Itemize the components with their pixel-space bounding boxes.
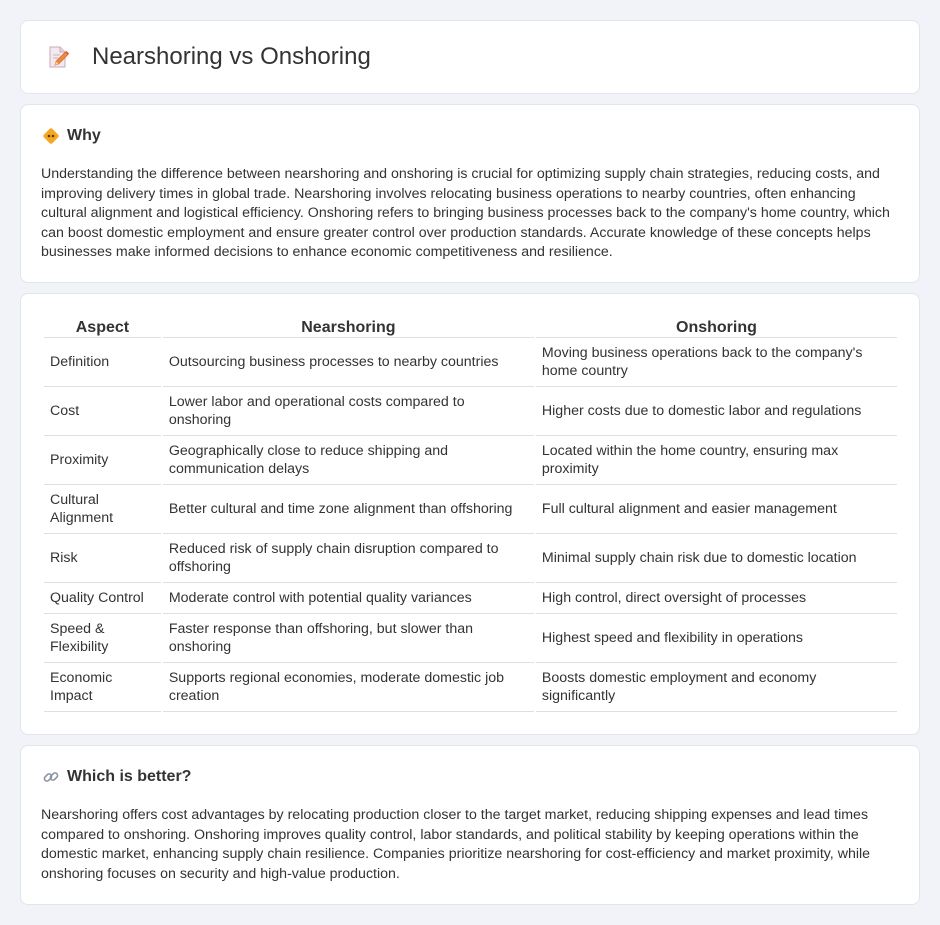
cell-aspect: Cost — [44, 387, 161, 436]
diamond-sign-icon — [41, 127, 61, 145]
table-row — [44, 663, 897, 712]
cell-nearshoring: Supports regional economies, moderate domestic job creation — [163, 663, 534, 712]
cell-nearshoring: Lower labor and operational costs compared to onshoring — [163, 387, 534, 436]
cell-onshoring: High control, direct oversight of processes — [536, 583, 897, 614]
why-body: Understanding the difference between nearshoring and onshoring is crucial for optimizing supply chain strategies, reducing costs, and improving delivery times in global trade. Nearshoring involves relocating business operations to nearby countries, often enhancing cultural alignment and logistical efficiency. Onshoring refers to bringing business processes back to the company's home country, which can boost domestic employment and ensure greater control over production standards. Accurate knowledge of these concepts helps businesses make informed decisions to enhance economic competitiveness and resilience. — [41, 166, 890, 260]
why-title: Why — [67, 127, 101, 144]
document-pencil-icon — [45, 44, 71, 70]
table-row — [44, 614, 897, 663]
cell-aspect: Quality Control — [44, 583, 161, 614]
table-row — [44, 534, 897, 583]
cell-onshoring: Minimal supply chain risk due to domestic location — [536, 534, 897, 583]
cell-aspect: Speed & Flexibility — [44, 614, 161, 663]
comparison-table — [42, 314, 899, 712]
which-is-better-title: Which is better? — [67, 768, 192, 785]
link-icon — [41, 768, 61, 786]
cell-aspect: Cultural Alignment — [44, 485, 161, 534]
cell-aspect: Economic Impact — [44, 663, 161, 712]
table-row — [44, 583, 897, 614]
which-is-better-section — [20, 745, 920, 905]
header-card — [20, 20, 920, 94]
comparison-section — [20, 293, 920, 735]
table-header-row — [44, 314, 897, 338]
cell-onshoring: Full cultural alignment and easier management — [536, 485, 897, 534]
table-row — [44, 338, 897, 387]
header-nearshoring: Nearshoring — [163, 314, 534, 338]
cell-onshoring: Higher costs due to domestic labor and regulations — [536, 387, 897, 436]
cell-onshoring: Moving business operations back to the company's home country — [536, 338, 897, 387]
why-section — [20, 104, 920, 283]
cell-nearshoring: Better cultural and time zone alignment than offshoring — [163, 485, 534, 534]
page-title: Nearshoring vs Onshoring — [92, 43, 371, 70]
cell-onshoring: Located within the home country, ensuring max proximity — [536, 436, 897, 485]
cell-aspect: Definition — [44, 338, 161, 387]
cell-nearshoring: Outsourcing business processes to nearby countries — [163, 338, 534, 387]
table-row — [44, 485, 897, 534]
table-row — [44, 436, 897, 485]
cell-aspect: Risk — [44, 534, 161, 583]
header-aspect: Aspect — [44, 314, 161, 338]
cell-nearshoring: Geographically close to reduce shipping and communication delays — [163, 436, 534, 485]
cell-nearshoring: Faster response than offshoring, but slower than onshoring — [163, 614, 534, 663]
cell-aspect: Proximity — [44, 436, 161, 485]
which-is-better-body: Nearshoring offers cost advantages by relocating production closer to the target market, reducing shipping expenses and lead times compared to onshoring. Onshoring improves quality control, labor standards, and political stability by keeping operations within the domestic market, enhancing supply chain resilience. Companies prioritize nearshoring for cost-efficiency and market proximity, while onshoring focuses on security and high-value production. — [41, 807, 871, 882]
cell-onshoring: Highest speed and flexibility in operations — [536, 614, 897, 663]
header-onshoring: Onshoring — [536, 314, 897, 338]
cell-onshoring: Boosts domestic employment and economy significantly — [536, 663, 897, 712]
table-row — [44, 387, 897, 436]
cell-nearshoring: Reduced risk of supply chain disruption compared to offshoring — [163, 534, 534, 583]
cell-nearshoring: Moderate control with potential quality variances — [163, 583, 534, 614]
